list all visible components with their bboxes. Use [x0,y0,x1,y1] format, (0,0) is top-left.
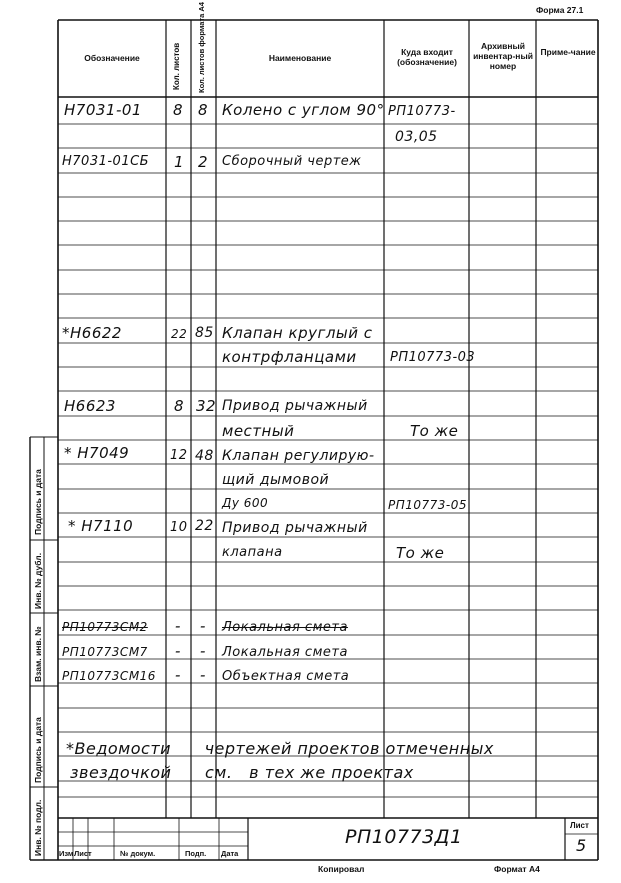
sheet-number: 5 [576,836,587,855]
row14-sheets: - [175,642,181,660]
row1-sheets: 8 [173,101,184,119]
row13-name: Локальная смета [222,620,348,635]
row14-name: Локальная смета [222,645,348,660]
row3-sheets: 1 [174,153,185,171]
row13-a4: - [200,617,206,635]
row13-designation: РП10773СМ2 [62,620,148,634]
row1-a4: 8 [198,101,209,119]
row14-designation: РП10773СМ7 [62,645,148,659]
title-data: Дата [221,849,239,858]
row14-a4: - [200,642,206,660]
row4-sheets: 22 [171,327,188,341]
row5-name: контрфланцами [222,348,357,366]
row1-used-in: РП10773- [388,104,456,119]
header-archive-no: Архивный инвентар-ный номер [473,41,533,71]
header-name: Наименование [268,53,332,63]
row4-name: Клапан круглый с [222,324,373,342]
row6-designation: Н6623 [64,397,116,415]
row11-designation: * Н7110 [68,517,134,535]
sheet-label: Лист [570,821,589,830]
title-podp: Подп. [185,849,207,858]
footer-format: Формат А4 [494,864,540,874]
row6-a4: 32 [196,397,217,415]
footer-copied: Копировал [318,864,365,874]
row15-a4: - [200,666,206,684]
row6-name: Привод рычажный [222,398,368,414]
row7-used-in: То же [410,422,459,440]
title-n-dokum: № докум. [120,849,156,858]
row9-name: щий дымовой [222,472,330,488]
document-code: РП10773Д1 [345,826,463,848]
row3-name: Сборочный чертеж [222,154,362,169]
form-label: Форма 27.1 [536,5,584,15]
row4-designation: *Н6622 [62,324,122,342]
row11-a4: 22 [195,518,214,534]
footnote-line2: звездочкой см. в тех же проектах [70,763,414,782]
title-list: Лист [74,849,92,858]
row6-sheets: 8 [174,397,185,415]
row15-designation: РП10773СМ16 [62,669,156,683]
row13-sheets: - [175,617,181,635]
header-used-in: Куда входит (обозначение) [397,47,457,67]
row8-a4: 48 [195,448,214,464]
row7-name: местный [222,422,295,440]
row8-sheets: 12 [170,448,188,463]
row15-sheets: - [175,666,181,684]
footnote-line1: *Ведомости чертежей проектов отмеченных [66,739,494,758]
title-izm: Изм [59,849,74,858]
row3-a4: 2 [198,153,209,171]
row12-name: клапана [222,545,283,560]
row8-designation: * Н7049 [64,444,130,462]
header-a4-count: Кол. листов формата А4 [197,2,206,93]
row15-name: Объектная смета [222,669,350,684]
row4-a4: 85 [195,325,214,341]
row10-name: Ду 600 [222,496,269,510]
margin-sign-date-2: Подпись и дата [33,717,43,783]
margin-sign-date-1: Подпись и дата [33,469,43,535]
row2-used-in: 03,05 [395,129,438,145]
row1-designation: Н7031-01 [64,101,142,119]
header-note: Приме-чание [540,47,596,57]
header-sheets-count: Кол. листов [172,42,181,90]
row12-used-in: То же [396,544,445,562]
row11-name: Привод рычажный [222,520,368,536]
row1-name: Колено с углом 90° [222,101,385,119]
row10-used-in: РП10773-05 [388,498,468,512]
header-designation: Обозначение [84,53,140,63]
row8-name: Клапан регулирую- [222,448,375,464]
margin-inv-podl: Инв. № подл. [33,799,43,856]
margin-vzam-inv: Взам. инв. № [33,626,43,682]
margin-inv-dubl: Инв. № дубл. [33,552,43,609]
row5-used-in: РП10773-03 [390,350,476,365]
row3-designation: Н7031-01СБ [62,154,150,169]
row11-sheets: 10 [170,520,188,535]
